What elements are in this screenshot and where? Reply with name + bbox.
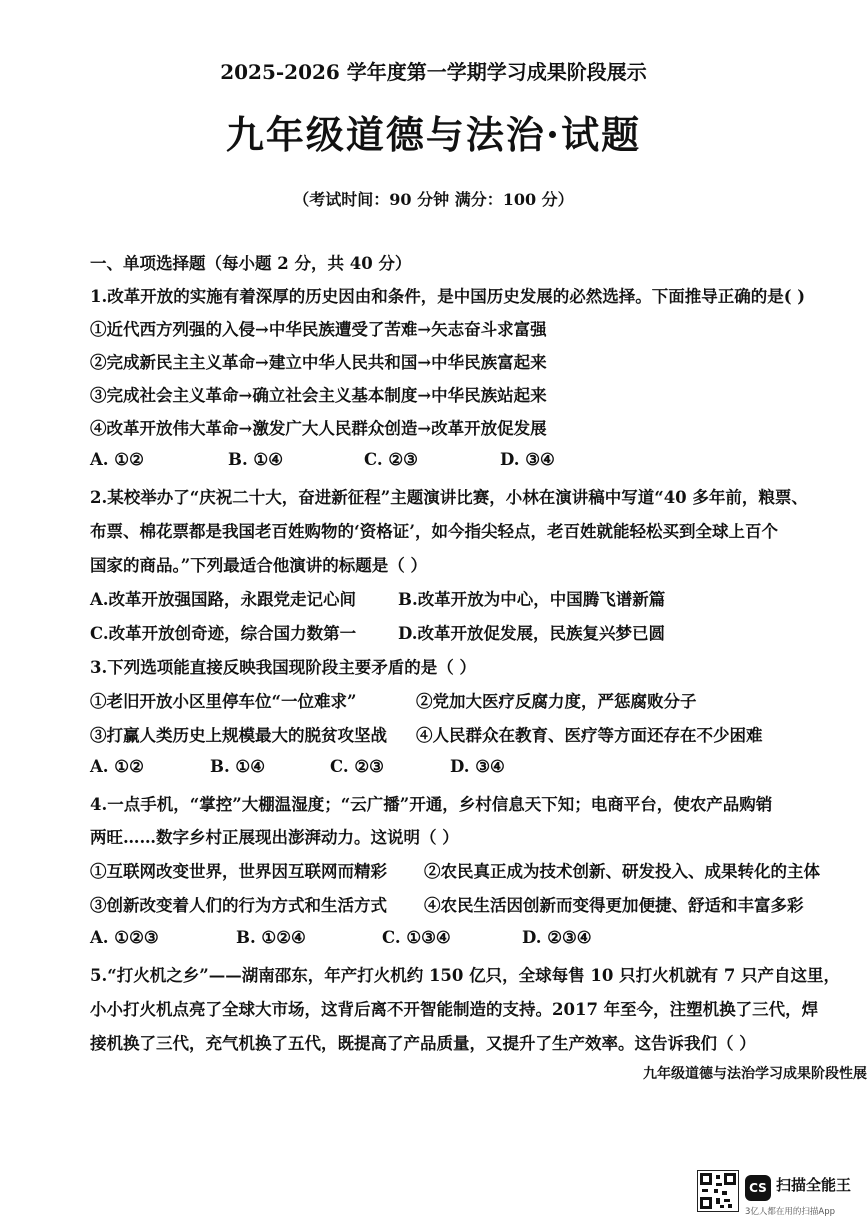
q1-option-a: A. ①② [90,450,144,469]
q3-option-b: B. ①④ [210,757,266,776]
qr-code-icon [697,1170,739,1212]
q2-stem-line: 国家的商品。”下列最适合他演讲的标题是（ ） [90,556,427,575]
camscanner-logo: CS [745,1175,771,1201]
q1-option-d: D. ③④ [500,450,555,469]
q4-item: ②农民真正成为技术创新、研发投入、成果转化的主体 [424,862,820,881]
q3-option-a: A. ①② [90,757,144,776]
q4-option-b: B. ①②④ [236,928,306,947]
q3-item: ④人民群众在教育、医疗等方面还存在不少困难 [416,726,763,745]
q2-stem-line: 布票、棉花票都是我国老百姓购物的‘资格证’，如今指尖轻点，老百姓就能轻松买到全球上百个 [90,522,778,541]
q1-item: ③完成社会主义革命→确立社会主义基本制度→中华民族站起来 [90,386,547,405]
q4-item: ④农民生活因创新而变得更加便捷、舒适和丰富多彩 [424,896,804,915]
q2-option-a: A.改革开放强国路，永跟党走记心间 [90,590,357,609]
q4-stem-line: 4.一点手机，“掌控”大棚温湿度；“云广播”开通，乡村信息天下知；电商平台，使农产品购销 [90,795,773,814]
q2-option-c: C.改革开放创奇迹，综合国力数第一 [90,624,357,643]
q5-stem-line: 小小打火机点亮了全球大市场，这背后离不开智能制造的支持。2017 年至今，注塑机换了三代，焊 [90,1000,819,1019]
q3-item: ①老旧开放小区里停车位“一位难求” [90,692,357,711]
camscanner-app-name: 扫描全能王 [776,1176,852,1194]
q2-stem-line: 2.某校举办了“庆祝二十大，奋进新征程”主题演讲比赛，小林在演讲稿中写道“40 多年前，粮票、 [90,488,808,507]
q2-option-d: D.改革开放促发展，民族复兴梦已圆 [398,624,665,643]
q3-option-c: C. ②③ [330,757,384,776]
q4-option-a: A. ①②③ [90,928,159,947]
q2-option-b: B.改革开放为中心，中国腾飞谱新篇 [398,590,666,609]
page-footer: 九年级道德与法治学习成果阶段性展 [643,1066,867,1082]
q5-stem-line: 接机换了三代，充气机换了五代，既提高了产品质量，又提升了生产效率。这告诉我们（ ） [90,1034,756,1053]
camscanner-tagline: 3亿人都在用的扫描App [745,1207,836,1217]
q3-item: ②党加大医疗反腐力度，严惩腐败分子 [416,692,697,711]
q3-stem: 3.下列选项能直接反映我国现阶段主要矛盾的是（ ） [90,658,476,677]
q4-option-d: D. ②③④ [522,928,592,947]
exam-title: 九年级道德与法治·试题 [225,112,642,157]
q4-stem-line: 两旺……数字乡村正展现出澎湃动力。这说明（ ） [90,828,459,847]
exam-subtitle: 2025-2026 学年度第一学期学习成果阶段展示 [220,60,647,84]
q4-item: ③创新改变着人们的行为方式和生活方式 [90,896,387,915]
exam-info: （考试时间：90 分钟 满分：100 分） [293,190,574,209]
q1-stem: 1.改革开放的实施有着深厚的历史因由和条件，是中国历史发展的必然选择。下面推导正确的是( ) [90,287,806,306]
q1-option-b: B. ①④ [228,450,284,469]
q3-item: ③打赢人类历史上规模最大的脱贫攻坚战 [90,726,387,745]
q1-option-c: C. ②③ [364,450,418,469]
q4-option-c: C. ①③④ [382,928,451,947]
q4-item: ①互联网改变世界，世界因互联网而精彩 [90,862,387,881]
q5-stem-line: 5.“打火机之乡”——湖南邵东，年产打火机约 150 亿只，全球每售 10 只打火机就有 7 只产自这里， [90,966,841,985]
q1-item: ②完成新民主主义革命→建立中华人民共和国→中华民族富起来 [90,353,547,372]
q3-option-d: D. ③④ [450,757,505,776]
q1-item: ①近代西方列强的入侵→中华民族遭受了苦难→矢志奋斗求富强 [90,320,547,339]
q1-item: ④改革开放伟大革命→激发广大人民群众创造→改革开放促发展 [90,419,547,438]
section-heading: 一、单项选择题（每小题 2 分，共 40 分） [90,254,412,273]
